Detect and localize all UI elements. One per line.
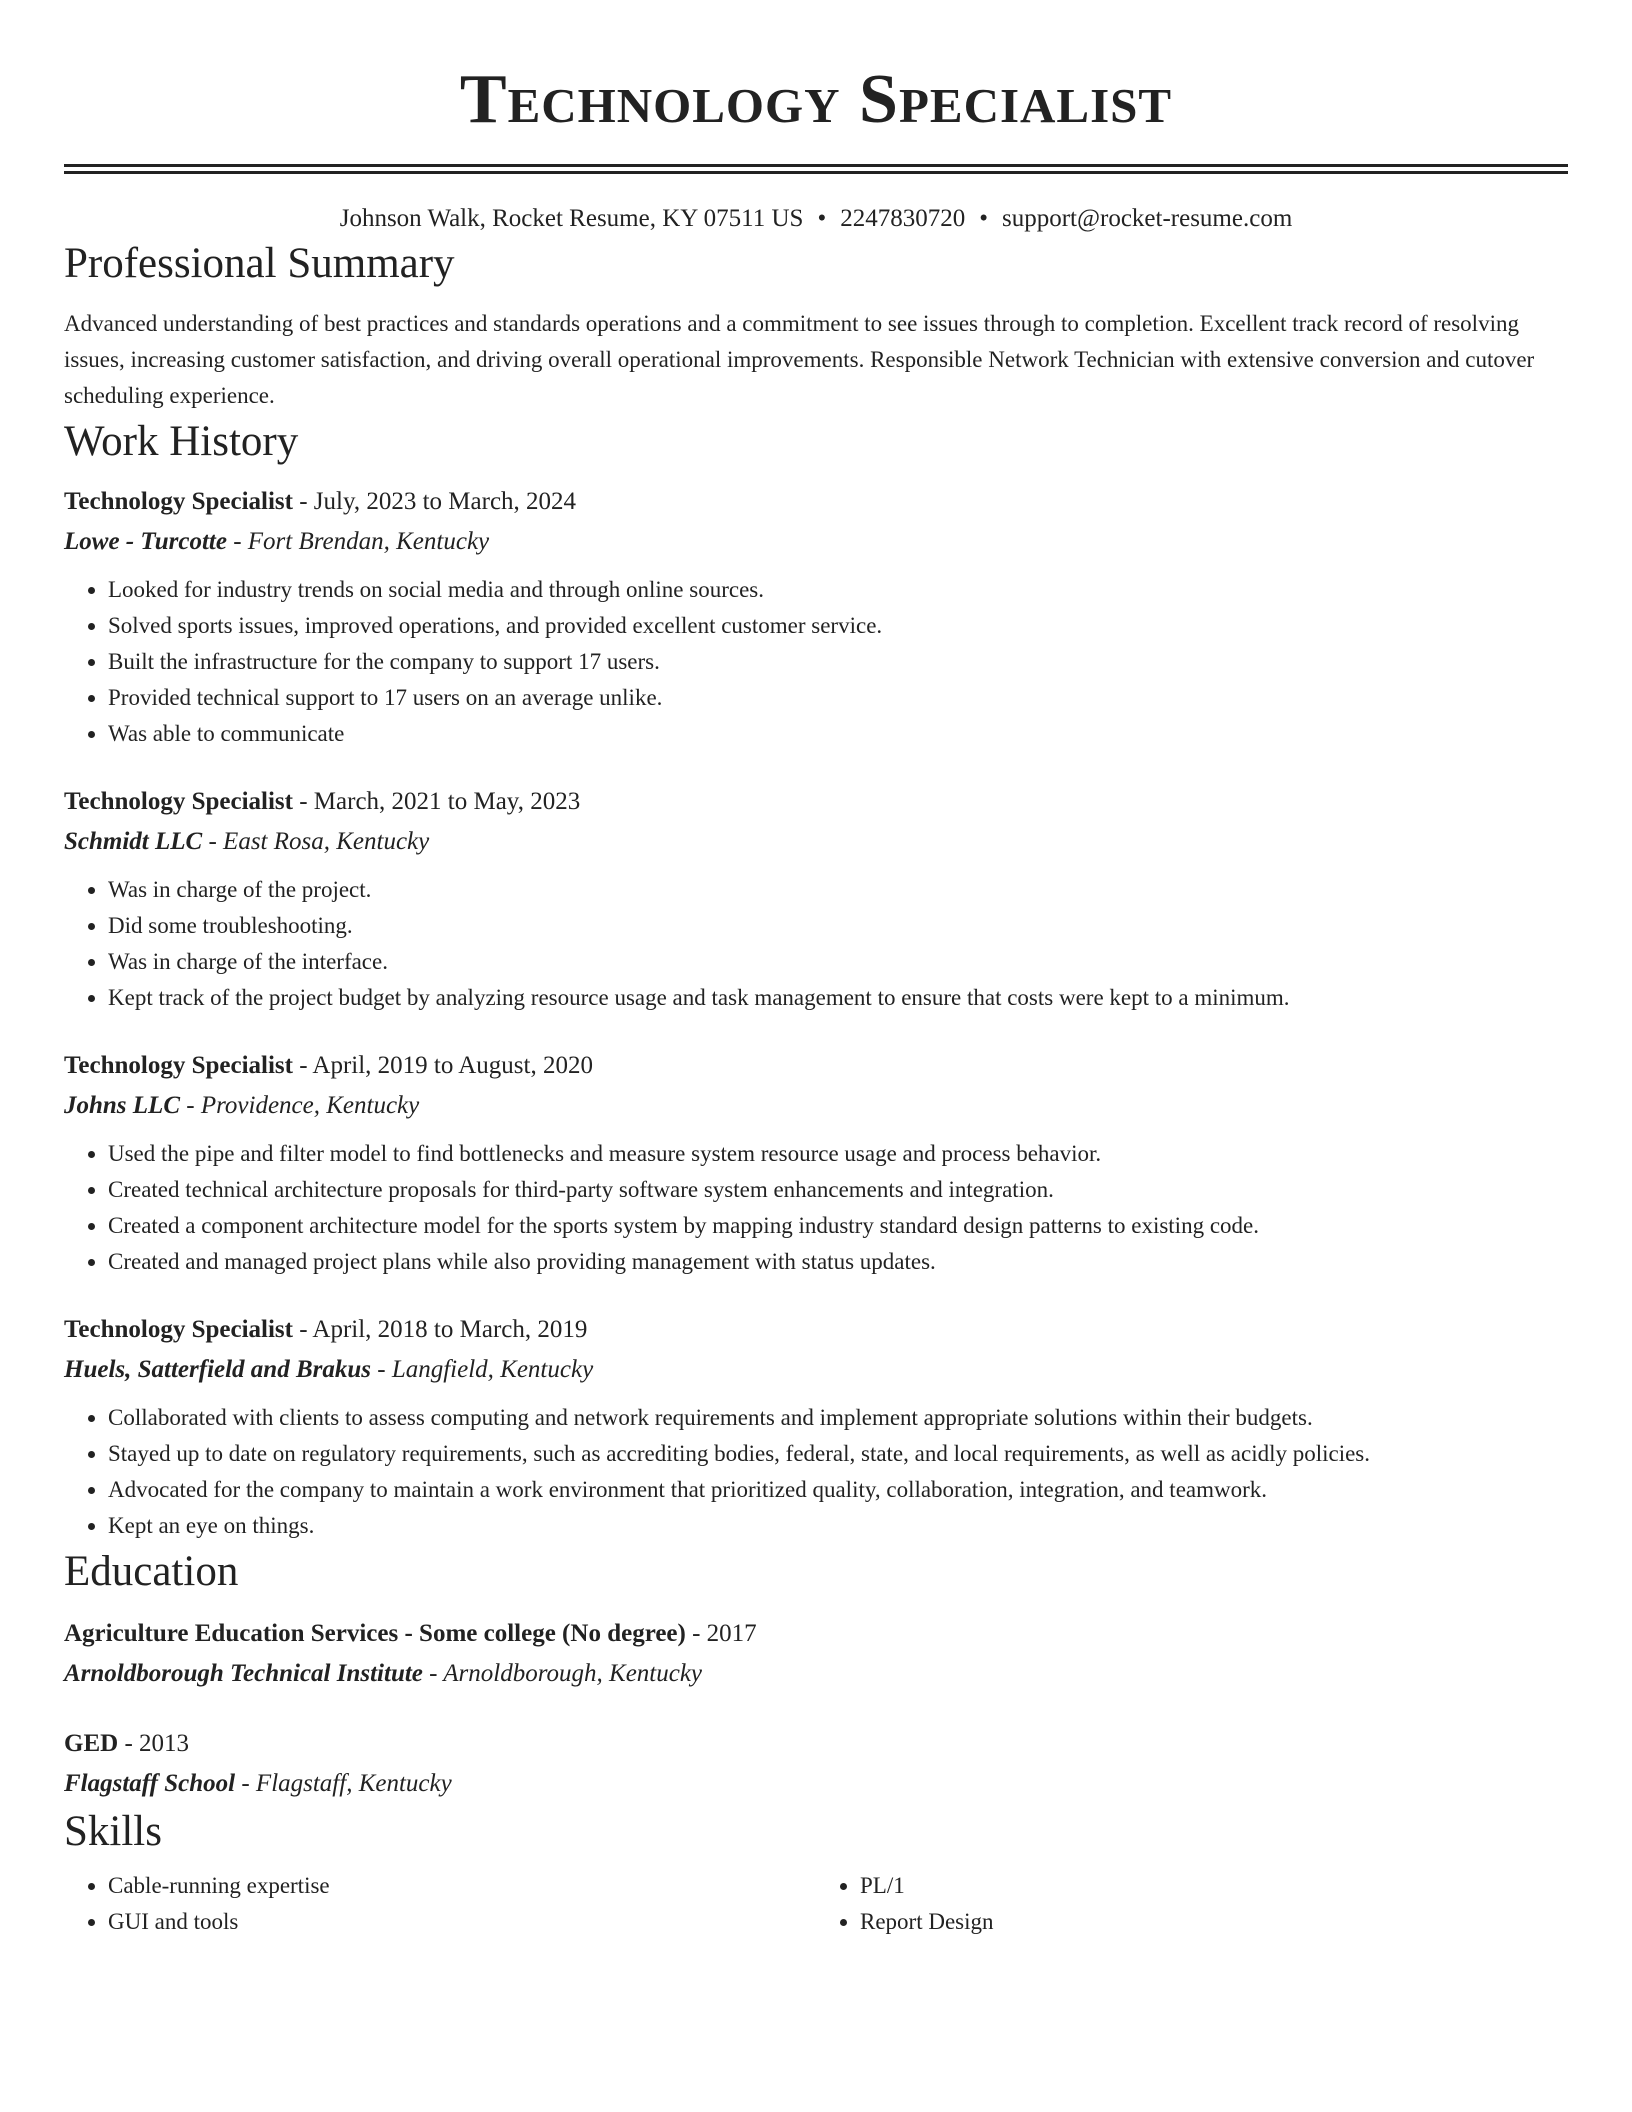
job-bullet: • Was in charge of the interface. — [108, 944, 1568, 980]
contact-line — [64, 202, 1568, 236]
job-title-line — [64, 1310, 1568, 1350]
job-bullet: • Did some troubleshooting. — [108, 908, 1568, 944]
degree-name: Agriculture Education Services - Some college (No degree) — [64, 1620, 686, 1647]
skills-heading: Skills — [64, 1808, 162, 1855]
job-dates: - April, 2019 to August, 2020 — [292, 1052, 593, 1079]
degree-line — [64, 1614, 1568, 1654]
job-dates: - July, 2023 to March, 2024 — [292, 488, 577, 515]
job-title: Technology Specialist — [64, 1052, 293, 1079]
school-location: - Arnoldborough, Kentucky — [422, 1660, 703, 1687]
employer-name: Lowe - Turcotte — [64, 528, 227, 555]
skill-item: • PL/1 — [860, 1868, 1568, 1904]
job-entry — [64, 1310, 1568, 1544]
employer-name: Johns LLC — [64, 1092, 181, 1119]
job-bullet: • Provided technical support to 17 users on an average unlike. — [108, 680, 1568, 716]
contact-separator: • — [979, 205, 988, 232]
employer-location: - Fort Brendan, Kentucky — [226, 528, 490, 555]
employer-name: Huels, Satterfield and Brakus — [64, 1356, 371, 1383]
job-title-line — [64, 782, 1568, 822]
contact-email: support@rocket-resume.com — [1001, 205, 1293, 232]
employer-line — [64, 522, 1568, 562]
job-entry — [64, 1046, 1568, 1280]
degree-year: - 2017 — [685, 1620, 757, 1647]
school-location: - Flagstaff, Kentucky — [235, 1770, 452, 1797]
job-title: Technology Specialist — [64, 488, 293, 515]
school-name: Flagstaff School — [64, 1770, 236, 1797]
employer-location: - Providence, Kentucky — [180, 1092, 420, 1119]
degree-name: GED — [64, 1730, 119, 1757]
summary-heading: Professional Summary — [64, 240, 455, 287]
skill-item: • GUI and tools — [108, 1904, 816, 1940]
school-name: Arnoldborough Technical Institute — [64, 1660, 423, 1687]
work-history-heading: Work History — [64, 418, 299, 465]
job-bullet: • Stayed up to date on regulatory requirements, such as accrediting bodies, federal, state, and local requirements, as well as acidly policies. — [108, 1436, 1568, 1472]
skill-item: • Report Design — [860, 1904, 1568, 1940]
contact-phone: 2247830720 — [840, 205, 966, 232]
job-bullet: • Was in charge of the project. — [108, 872, 1568, 908]
job-entry — [64, 482, 1568, 752]
job-bullet: • Kept track of the project budget by analyzing resource usage and task management to ensure that costs were kept to a minimum. — [108, 980, 1568, 1016]
employer-location: - East Rosa, Kentucky — [202, 828, 430, 855]
employer-line — [64, 1086, 1568, 1126]
contact-address: Johnson Walk, Rocket Resume, KY 07511 US — [339, 205, 804, 232]
job-title-line — [64, 1046, 1568, 1086]
job-bullet: • Looked for industry trends on social media and through online sources. — [108, 572, 1568, 608]
job-bullet: • Built the infrastructure for the company to support 17 users. — [108, 644, 1568, 680]
job-title-line — [64, 482, 1568, 522]
job-bullets — [64, 572, 1568, 752]
job-dates: - March, 2021 to May, 2023 — [292, 788, 581, 815]
job-bullets — [64, 872, 1568, 1016]
job-title: Technology Specialist — [64, 1316, 293, 1343]
job-title: Technology Specialist — [64, 788, 293, 815]
job-bullet: • Was able to communicate — [108, 716, 1568, 752]
job-bullet: • Created and managed project plans while also providing management with status updates. — [108, 1244, 1568, 1280]
summary-text: Advanced understanding of best practices and standards operations and a commitment to see issues through to completion. Excellent track record of resolving issues, increasing customer satisfaction, and driving overall operational improvements. Responsible Network Technician with extensive conversion and cutover scheduling experience. — [64, 311, 1535, 408]
job-bullet: • Created a component architecture model for the sports system by mapping industry standard design patterns to existing code. — [108, 1208, 1568, 1244]
skills-list — [64, 1868, 1568, 1940]
job-dates: - April, 2018 to March, 2019 — [292, 1316, 588, 1343]
resume-title: Technology Specialist — [459, 61, 1173, 138]
title-divider — [64, 164, 1568, 174]
degree-year: - 2013 — [118, 1730, 190, 1757]
job-bullet: • Collaborated with clients to assess computing and network requirements and implement appropriate solutions within their budgets. — [108, 1400, 1568, 1436]
job-bullet: • Advocated for the company to maintain a work environment that prioritized quality, collaboration, integration, and teamwork. — [108, 1472, 1568, 1508]
skill-item: • Cable-running expertise — [108, 1868, 816, 1904]
employer-line — [64, 822, 1568, 862]
skills-column-left — [64, 1868, 816, 1940]
education-heading: Education — [64, 1548, 239, 1595]
employer-location: - Langfield, Kentucky — [371, 1356, 594, 1383]
job-bullets — [64, 1400, 1568, 1544]
job-bullet: • Solved sports issues, improved operations, and provided excellent customer service. — [108, 608, 1568, 644]
job-bullet: • Kept an eye on things. — [108, 1508, 1568, 1544]
job-bullets — [64, 1136, 1568, 1280]
employer-name: Schmidt LLC — [64, 828, 203, 855]
education-entry — [64, 1724, 1568, 1804]
skills-column-right — [816, 1868, 1568, 1940]
contact-separator: • — [817, 205, 827, 232]
school-line — [64, 1654, 1568, 1694]
education-entry — [64, 1614, 1568, 1694]
job-bullet: • Created technical architecture proposals for third-party software system enhancements and integration. — [108, 1172, 1568, 1208]
job-entry — [64, 782, 1568, 1016]
job-bullet: • Used the pipe and filter model to find bottlenecks and measure system resource usage and process behavior. — [108, 1136, 1568, 1172]
degree-line — [64, 1724, 1568, 1764]
employer-line — [64, 1350, 1568, 1390]
school-line — [64, 1764, 1568, 1804]
